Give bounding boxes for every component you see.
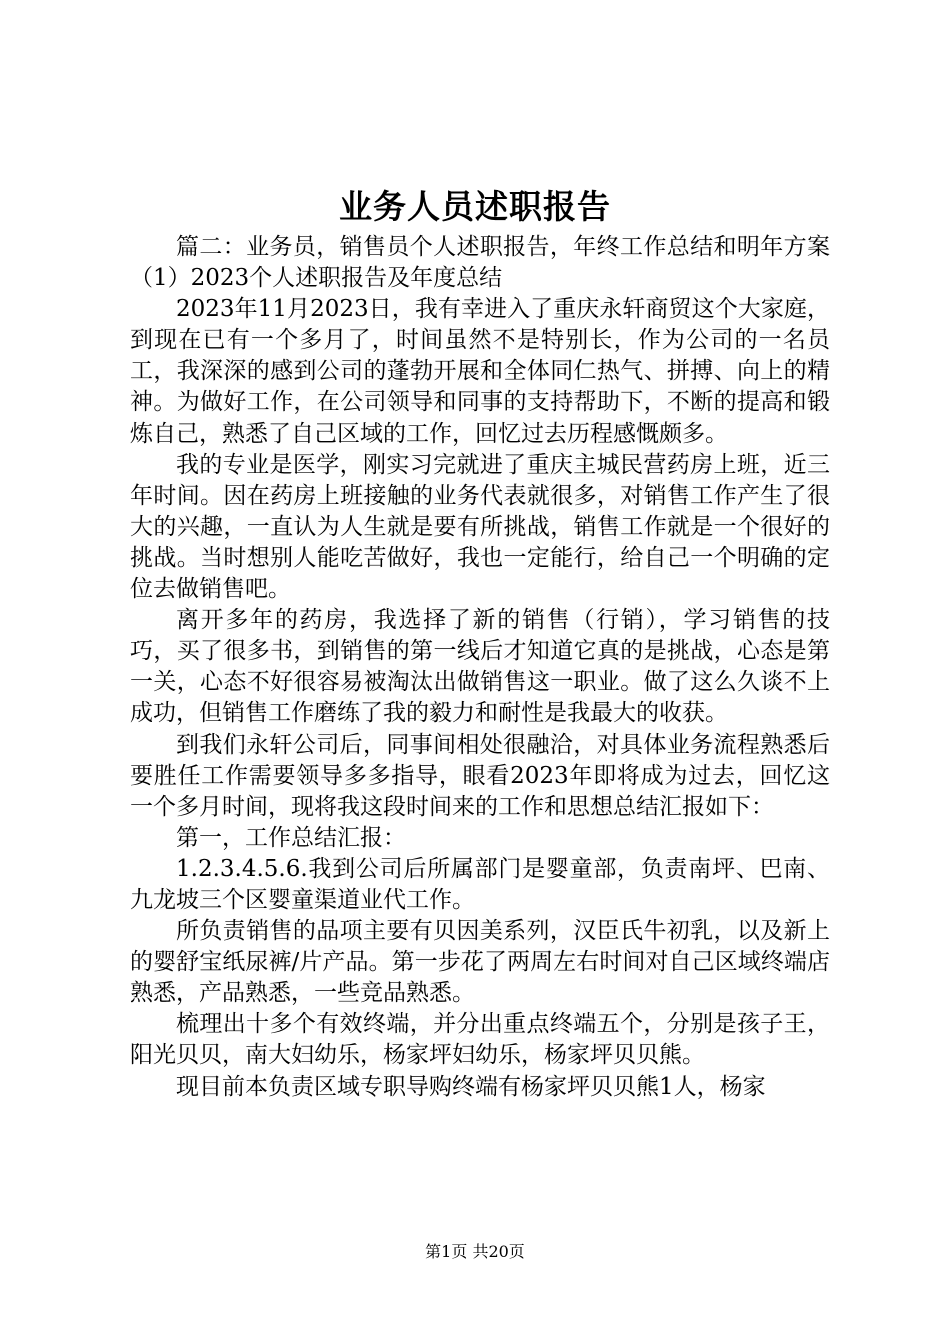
paragraph: 现目前本负责区域专职导购终端有杨家坪贝贝熊1人，杨家 [176, 1073, 766, 1100]
paragraph: 2023年11月2023日，我有幸进入了重庆永轩商贸这个大家庭，到现在已有一个多月了，时间虽然不是特别长，作为公司的一名员工，我深深的感到公司的蓬勃开展和全体同仁热气、拼搏、向上的精神。为做好工作，在公司领导和同事的支持帮助下，不断的提高和锻炼自己，熟悉了自己区域的工作，回忆过去历程感慨颇多。 [130, 296, 830, 447]
paragraph: 梳理出十多个有效终端，并分出重点终端五个，分别是孩子王，阳光贝贝，南大妇幼乐，杨家坪妇幼乐，杨家坪贝贝熊。 [130, 1011, 830, 1069]
paragraph: 1.2.3.4.5.6.我到公司后所属部门是婴童部，负责南坪、巴南、九龙坡三个区婴童渠道业代工作。 [130, 855, 830, 913]
page-footer: 第1页 共20页 [425, 1242, 525, 1261]
paragraph: 第一，工作总结汇报： [176, 824, 406, 851]
paragraph: 篇二：业务员，销售员个人述职报告，年终工作总结和明年方案（1）2023个人述职报告及年度总结 [130, 234, 830, 292]
paragraph: 我的专业是医学，刚实习完就进了重庆主城民营药房上班，近三年时间。因在药房上班接触的业务代表就很多，对销售工作产生了很大的兴趣，一直认为人生就是要有所挑战，销售工作就是一个很好的挑战。当时想别人能吃苦做好，我也一定能行，给自己一个明确的定位去做销售吧。 [130, 451, 830, 603]
paragraph: 到我们永轩公司后，同事间相处很融洽，对具体业务流程熟悉后要胜任工作需要领导多多指导，眼看2023年即将成为过去，回忆这一个多月时间，现将我这段时间来的工作和思想总结汇报如下： [130, 731, 830, 820]
paragraph: 离开多年的药房，我选择了新的销售（行销），学习销售的技巧，买了很多书，到销售的第一线后才知道它真的是挑战，心态是第一关，心态不好很容易被淘汰出做销售这一职业。做了这么久谈不上成功，但销售工作磨练了我的毅力和耐性是我最大的收获。 [130, 607, 830, 727]
document-title: 业务人员述职报告 [339, 187, 611, 226]
document-body [130, 232, 830, 1103]
paragraph: 所负责销售的品项主要有贝因美系列，汉臣氏牛初乳，以及新上的婴舒宝纸尿裤/片产品。第一步花了两周左右时间对自己区域终端店熟悉，产品熟悉，一些竞品熟悉。 [130, 918, 830, 1007]
